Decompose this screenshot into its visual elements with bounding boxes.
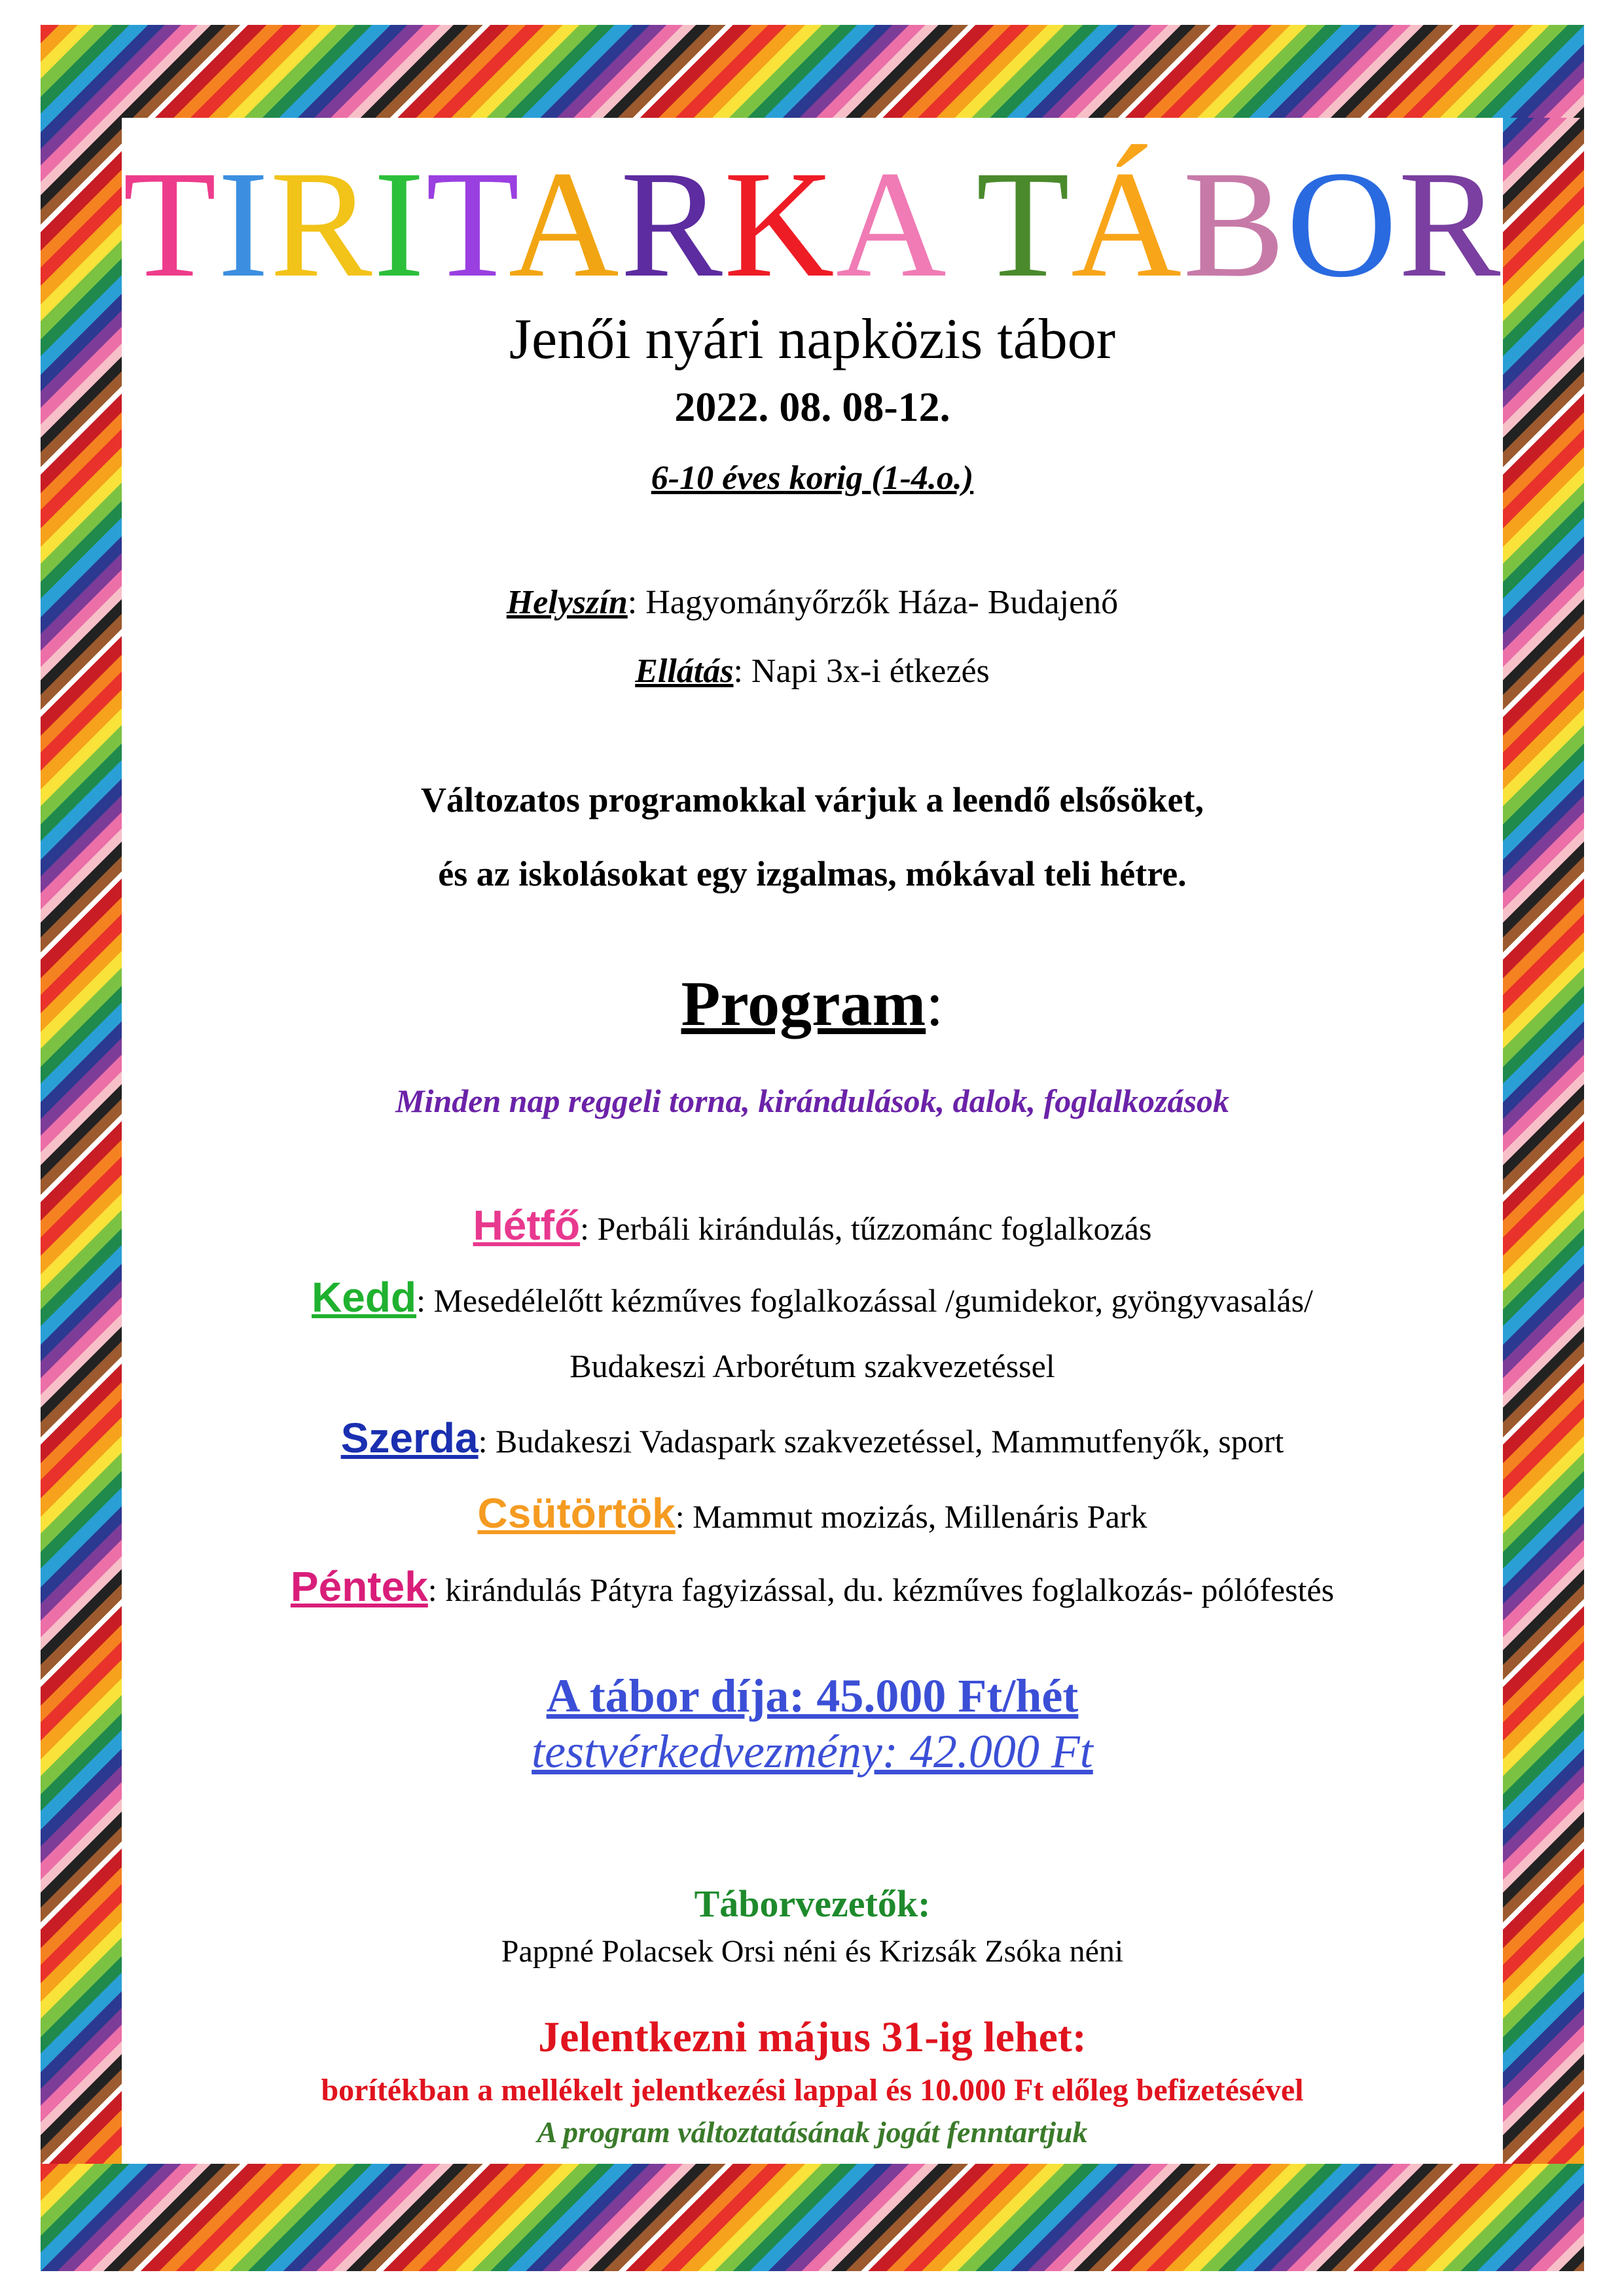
program-heading-text: Program bbox=[681, 969, 926, 1039]
title-letter: R bbox=[270, 139, 374, 309]
day-name: Hétfő bbox=[473, 1202, 581, 1249]
program-heading bbox=[122, 969, 1503, 1039]
meals-value: : Napi 3x-i étkezés bbox=[733, 653, 990, 690]
title-letter: R bbox=[1398, 139, 1502, 309]
registration-detail: borítékban a mellékelt jelentkezési lappal és 10.000 Ft előleg befizetésével bbox=[321, 2073, 1304, 2108]
day-tuesday bbox=[122, 1274, 1503, 1321]
camp-title bbox=[122, 139, 1503, 309]
subtitle: Jenői nyári napközis tábor bbox=[509, 308, 1116, 371]
title-letter: Á bbox=[1071, 139, 1183, 309]
title-letter bbox=[939, 139, 976, 309]
title-letter: B bbox=[1183, 139, 1287, 309]
sibling-discount: testvérkedvezmény: 42.000 Ft bbox=[532, 1725, 1093, 1778]
day-name: Péntek bbox=[290, 1563, 428, 1610]
title-letter: A bbox=[508, 139, 621, 309]
location-value: : Hagyományőrzők Háza- Budajenő bbox=[627, 584, 1119, 621]
decorative-border-right bbox=[1503, 25, 1584, 2271]
day-activities: : Perbáli kirándulás, tűzzománc foglalkozás bbox=[580, 1210, 1152, 1247]
program-daily-note: Minden nap reggeli torna, kirándulások, dalok, foglalkozások bbox=[395, 1083, 1229, 1119]
age-range: 6-10 éves korig (1-4.o.) bbox=[651, 459, 974, 497]
title-letter: T bbox=[425, 139, 509, 309]
day-name: Kedd bbox=[312, 1274, 417, 1321]
title-letter: T bbox=[122, 139, 218, 309]
decorative-border-bottom bbox=[41, 2164, 1584, 2271]
camp-fee: A tábor díja: 45.000 Ft/hét bbox=[546, 1670, 1079, 1722]
program-heading-colon: : bbox=[926, 969, 944, 1039]
day-activities: : Mammut mozizás, Millenáris Park bbox=[675, 1498, 1147, 1535]
camp-dates: 2022. 08. 08-12. bbox=[674, 384, 950, 430]
title-letter: R bbox=[620, 139, 724, 309]
title-letter: K bbox=[723, 139, 836, 309]
registration-deadline: Jelentkezni május 31-ig lehet: bbox=[538, 2013, 1087, 2061]
location-line bbox=[122, 586, 1503, 620]
title-letter: A bbox=[835, 139, 939, 309]
day-activities: : kirándulás Pátyra fagyizással, du. kézműves foglalkozás- pólófestés bbox=[427, 1571, 1335, 1608]
day-wednesday bbox=[122, 1414, 1503, 1462]
title-letter: T bbox=[976, 139, 1072, 309]
day-name: Szerda bbox=[340, 1414, 478, 1462]
program-change-note: A program változtatásának jogát fenntartjuk bbox=[537, 2115, 1088, 2149]
decorative-border-left bbox=[41, 25, 122, 2271]
title-letter: I bbox=[373, 139, 426, 309]
meals-label: Ellátás bbox=[635, 653, 734, 690]
day-name: Csütörtök bbox=[477, 1490, 676, 1537]
title-letter: I bbox=[217, 139, 270, 309]
day-thursday bbox=[122, 1490, 1503, 1537]
day-tuesday-continued: Budakeszi Arborétum szakvezetéssel bbox=[569, 1348, 1055, 1384]
meals-line bbox=[122, 655, 1503, 689]
flyer-panel bbox=[122, 118, 1503, 2164]
day-friday bbox=[122, 1563, 1503, 1610]
leaders-title: Táborvezetők: bbox=[694, 1882, 931, 1925]
day-activities: : Mesedélelőtt kézműves foglalkozással /gumidekor, gyöngyvasalás/ bbox=[416, 1282, 1313, 1319]
decorative-border-top bbox=[41, 25, 1584, 118]
title-letter: O bbox=[1286, 139, 1399, 309]
intro-line-2: és az iskolásokat egy izgalmas, mókával teli hétre. bbox=[438, 854, 1187, 893]
day-activities: : Budakeszi Vadaspark szakvezetéssel, Mammutfenyők, sport bbox=[478, 1423, 1284, 1460]
location-label: Helyszín bbox=[506, 584, 628, 621]
day-monday bbox=[122, 1202, 1503, 1249]
leaders-names: Pappné Polacsek Orsi néni és Krizsák Zsóka néni bbox=[501, 1934, 1124, 1969]
intro-line-1: Változatos programokkal várjuk a leendő elsősöket, bbox=[421, 780, 1204, 819]
